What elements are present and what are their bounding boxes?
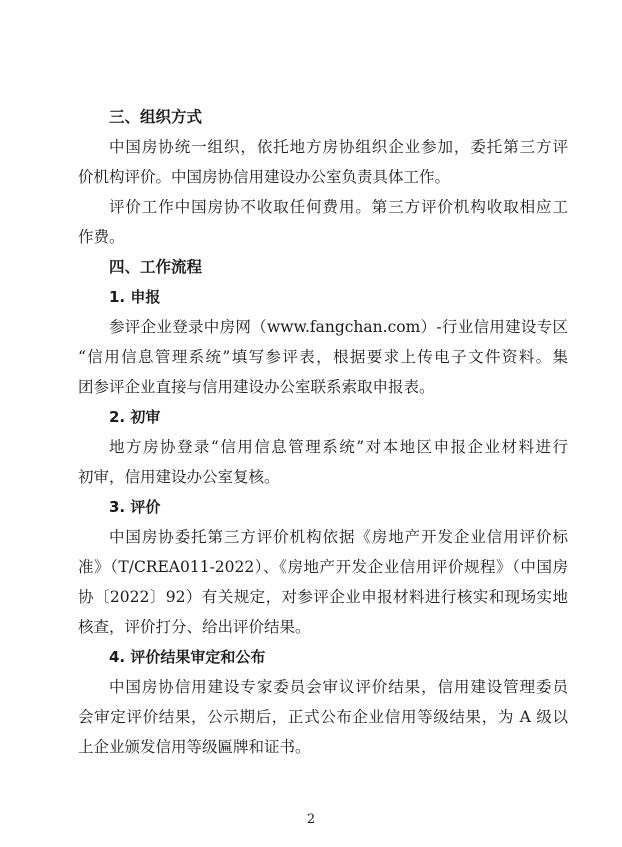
paragraph-line: 作费。 (78, 228, 125, 246)
document-body (78, 102, 568, 762)
paragraph-line: 中国房协信用建设专家委员会审议评价结果，信用建设管理委员 (109, 678, 568, 696)
paragraph-line: 准》（T/CREA011-2022）、《房地产开发企业信用评价规程》（中国房 (78, 558, 568, 576)
paragraph-line: 中国房协统一组织，依托地方房协组织企业参加，委托第三方评 (109, 138, 568, 156)
paragraph-line: 核查，评价打分、给出评价结果。 (78, 618, 311, 636)
paragraph-line: 中国房协委托第三方评价机构依据《房地产开发企业信用评价标 (109, 528, 568, 546)
paragraph-line: 地方房协登录“信用信息管理系统”对本地区申报企业材料进行 (109, 438, 568, 456)
subheading-application: 1. 申报 (109, 288, 161, 306)
paragraph-line: 团参评企业直接与信用建设办公室联系索取申报表。 (78, 378, 435, 396)
paragraph-line: 评价工作中国房协不收取任何费用。第三方评价机构收取相应工 (109, 198, 568, 216)
subheading-initial-review: 2. 初审 (109, 408, 161, 426)
subheading-evaluation: 3. 评价 (109, 498, 161, 516)
paragraph-line: 参评企业登录中房网（www.fangchan.com）-行业信用建设专区 (109, 318, 568, 336)
paragraph-line: 上企业颁发信用等级匾牌和证书。 (78, 738, 311, 756)
section-heading-workflow: 四、工作流程 (109, 258, 203, 276)
paragraph-line: 价机构评价。中国房协信用建设办公室负责具体工作。 (78, 168, 451, 186)
paragraph-line: 初审，信用建设办公室复核。 (78, 468, 280, 486)
subheading-results-approval: 4. 评价结果审定和公布 (109, 648, 266, 666)
paragraph-line: 协〔2022〕92）有关规定，对参评企业申报材料进行核实和现场实地 (78, 588, 568, 606)
paragraph-line: 会审定评价结果，公示期后，正式公布企业信用等级结果，为 A 级以 (78, 708, 568, 726)
page-number: 2 (306, 812, 316, 827)
paragraph-line: “信用信息管理系统”填写参评表，根据要求上传电子文件资料。集 (78, 348, 568, 366)
section-heading-organization: 三、组织方式 (109, 108, 203, 126)
